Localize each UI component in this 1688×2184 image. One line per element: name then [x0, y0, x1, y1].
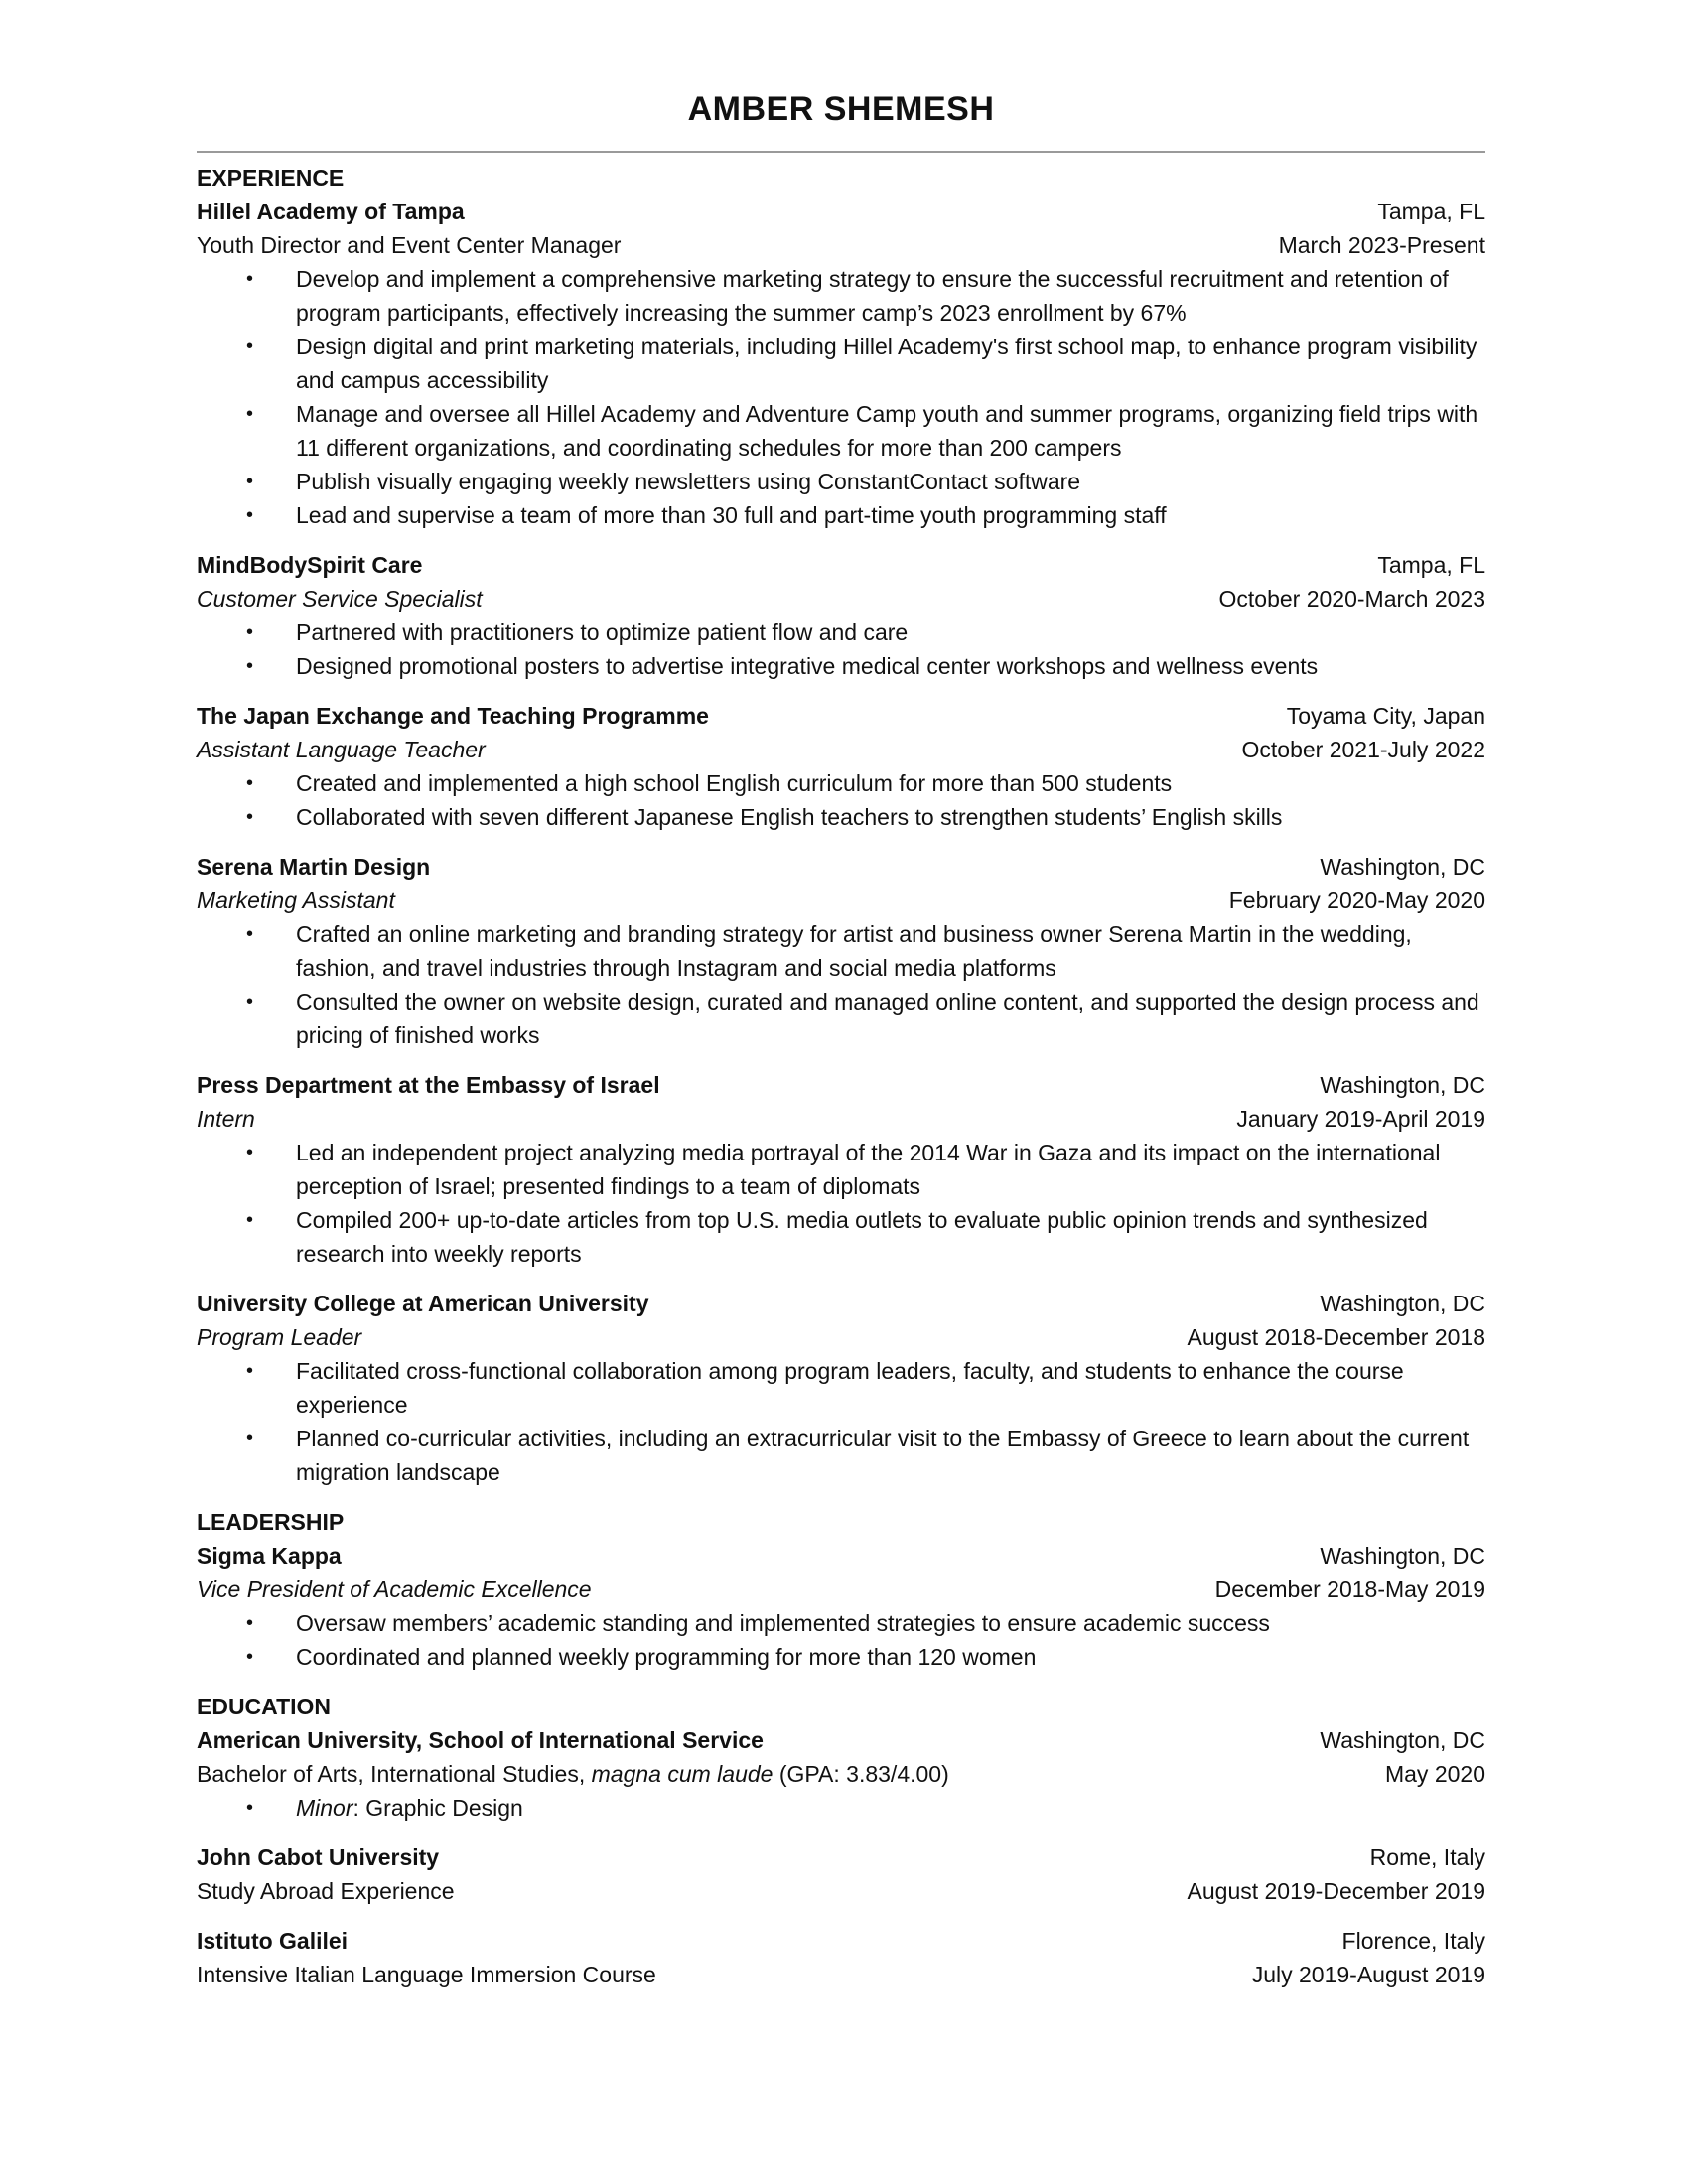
- date-range: October 2021-July 2022: [1241, 737, 1485, 762]
- bullet-icon: •: [246, 1612, 254, 1634]
- bullet-item: • Lead and supervise a team of more than 30 full and part-time youth programming staff: [197, 498, 1485, 532]
- bullet-list: [197, 1606, 1485, 1674]
- bullet-item: • Led an independent project analyzing media portrayal of the 2014 War in Gaza and its impact on the international perception of Israel; presented findings to a team of diplomats: [197, 1136, 1485, 1203]
- location: Washington, DC: [1320, 1291, 1485, 1316]
- bullet-icon: •: [246, 1797, 254, 1819]
- school-name: John Cabot University: [197, 1844, 440, 1870]
- job-title: Vice President of Academic Excellence: [197, 1576, 592, 1602]
- experience-entry: [197, 1287, 1485, 1489]
- date-range: February 2020-May 2020: [1228, 887, 1485, 913]
- candidate-name: AMBER SHEMESH: [687, 90, 995, 128]
- section-title-leadership: LEADERSHIP: [197, 1509, 345, 1535]
- bullet-list: [197, 1791, 1485, 1825]
- bullet-icon: •: [246, 1646, 254, 1668]
- bullet-item: • Manage and oversee all Hillel Academy and Adventure Camp youth and summer programs, organizing field trips with 11 different organizations, and coordinating schedules for more than 200 campers: [197, 397, 1485, 465]
- bullet-item: • Compiled 200+ up-to-date articles from top U.S. media outlets to evaluate public opinion trends and synthesized research into weekly reports: [197, 1203, 1485, 1271]
- education-entry: [197, 1841, 1485, 1908]
- section-title-experience: EXPERIENCE: [197, 165, 345, 191]
- bullet-icon: •: [246, 1209, 254, 1231]
- minor-value: : Graphic Design: [352, 1795, 523, 1821]
- bullet-icon: •: [246, 336, 254, 357]
- degree-honors: magna cum laude: [591, 1761, 774, 1787]
- location: Tampa, FL: [1377, 552, 1485, 578]
- resume-page: [197, 85, 1485, 2007]
- section-title-education: EDUCATION: [197, 1694, 332, 1719]
- date-range: August 2019-December 2019: [1187, 1878, 1485, 1904]
- job-title: Assistant Language Teacher: [197, 737, 486, 762]
- education-entry: [197, 1723, 1485, 1825]
- bullet-item: • Coordinated and planned weekly programming for more than 120 women: [197, 1640, 1485, 1674]
- bullet-icon: •: [246, 471, 254, 492]
- date-range: January 2019-April 2019: [1236, 1106, 1485, 1132]
- location: Washington, DC: [1320, 1072, 1485, 1098]
- experience-entry: [197, 548, 1485, 683]
- organization-name: Hillel Academy of Tampa: [197, 199, 465, 224]
- leadership-entry: [197, 1539, 1485, 1674]
- bullet-item: • Planned co-curricular activities, including an extracurricular visit to the Embassy of Greece to learn about the current migration landscape: [197, 1422, 1485, 1489]
- experience-entry: [197, 1068, 1485, 1271]
- experience-section: [197, 161, 1485, 1489]
- minor-label: Minor: [296, 1795, 353, 1821]
- bullet-list: [197, 1354, 1485, 1489]
- organization-name: Serena Martin Design: [197, 854, 431, 880]
- date-range: July 2019-August 2019: [1251, 1962, 1485, 1987]
- bullet-icon: •: [246, 504, 254, 526]
- bullet-item: • Crafted an online marketing and branding strategy for artist and business owner Serena Martin in the wedding, fashion, and travel industries through Instagram and social media platforms: [197, 917, 1485, 985]
- bullet-icon: •: [246, 1428, 254, 1449]
- experience-entry: [197, 699, 1485, 834]
- bullet-item: • Facilitated cross-functional collaboration among program leaders, faculty, and students to enhance the course experience: [197, 1354, 1485, 1422]
- date-range: August 2018-December 2018: [1187, 1324, 1485, 1350]
- location: Washington, DC: [1320, 854, 1485, 880]
- job-title: Youth Director and Event Center Manager: [197, 232, 622, 258]
- education-entry: [197, 1924, 1485, 1991]
- bullet-list: [197, 1136, 1485, 1271]
- job-title: Intern: [197, 1106, 255, 1132]
- bullet-item: • Partnered with practitioners to optimize patient flow and care: [197, 615, 1485, 649]
- bullet-icon: •: [246, 621, 254, 643]
- bullet-icon: •: [246, 991, 254, 1013]
- bullet-list: [197, 917, 1485, 1052]
- date-range: December 2018-May 2019: [1214, 1576, 1485, 1602]
- school-name: Istituto Galilei: [197, 1928, 349, 1954]
- job-title: Program Leader: [197, 1324, 362, 1350]
- leadership-section: [197, 1505, 1485, 1674]
- bullet-icon: •: [246, 403, 254, 425]
- location: Tampa, FL: [1377, 199, 1485, 224]
- bullet-item: [197, 1791, 1485, 1825]
- job-title: Marketing Assistant: [197, 887, 395, 913]
- date-range: May 2020: [1384, 1761, 1485, 1787]
- bullet-icon: •: [246, 923, 254, 945]
- bullet-list: [197, 262, 1485, 532]
- degree: Bachelor of Arts, International Studies, magna cum laude (GPA: 3.83/4.00): [197, 1761, 949, 1787]
- location: Rome, Italy: [1369, 1844, 1485, 1870]
- organization-name: University College at American University: [197, 1291, 649, 1316]
- location: Florence, Italy: [1341, 1928, 1485, 1954]
- bullet-icon: •: [246, 1360, 254, 1382]
- bullet-icon: •: [246, 806, 254, 828]
- bullet-item: • Develop and implement a comprehensive marketing strategy to ensure the successful recruitment and retention of program participants, effectively increasing the summer camp’s 2023 enrollment by 67%: [197, 262, 1485, 330]
- bullet-icon: •: [246, 655, 254, 677]
- experience-entry: [197, 195, 1485, 532]
- program-name: Intensive Italian Language Immersion Course: [197, 1962, 656, 1987]
- education-section: [197, 1690, 1485, 1991]
- bullet-icon: •: [246, 1142, 254, 1163]
- location: Washington, DC: [1320, 1543, 1485, 1569]
- organization-name: The Japan Exchange and Teaching Programme: [197, 703, 709, 729]
- bullet-item: • Publish visually engaging weekly newsletters using ConstantContact software: [197, 465, 1485, 498]
- location: Toyama City, Japan: [1286, 703, 1485, 729]
- job-title: Customer Service Specialist: [197, 586, 483, 612]
- bullet-icon: •: [246, 268, 254, 290]
- bullet-list: [197, 615, 1485, 683]
- organization-name: MindBodySpirit Care: [197, 552, 423, 578]
- experience-entry: [197, 850, 1485, 1052]
- bullet-item: • Created and implemented a high school English curriculum for more than 500 students: [197, 766, 1485, 800]
- date-range: March 2023-Present: [1278, 232, 1485, 258]
- header-divider: [197, 151, 1485, 153]
- bullet-icon: •: [246, 772, 254, 794]
- organization-name: Press Department at the Embassy of Israel: [197, 1072, 660, 1098]
- date-range: October 2020-March 2023: [1218, 586, 1485, 612]
- program-name: Study Abroad Experience: [197, 1878, 455, 1904]
- bullet-item: • Designed promotional posters to advertise integrative medical center workshops and wellness events: [197, 649, 1485, 683]
- location: Washington, DC: [1320, 1727, 1485, 1753]
- organization-name: Sigma Kappa: [197, 1543, 342, 1569]
- bullet-item: • Consulted the owner on website design, curated and managed online content, and supported the design process and pricing of finished works: [197, 985, 1485, 1052]
- school-name: American University, School of International Service: [197, 1727, 764, 1753]
- bullet-list: [197, 766, 1485, 834]
- bullet-item: • Oversaw members’ academic standing and implemented strategies to ensure academic success: [197, 1606, 1485, 1640]
- bullet-item: • Design digital and print marketing materials, including Hillel Academy's first school map, to enhance program visibility and campus accessibility: [197, 330, 1485, 397]
- bullet-item: • Collaborated with seven different Japanese English teachers to strengthen students’ English skills: [197, 800, 1485, 834]
